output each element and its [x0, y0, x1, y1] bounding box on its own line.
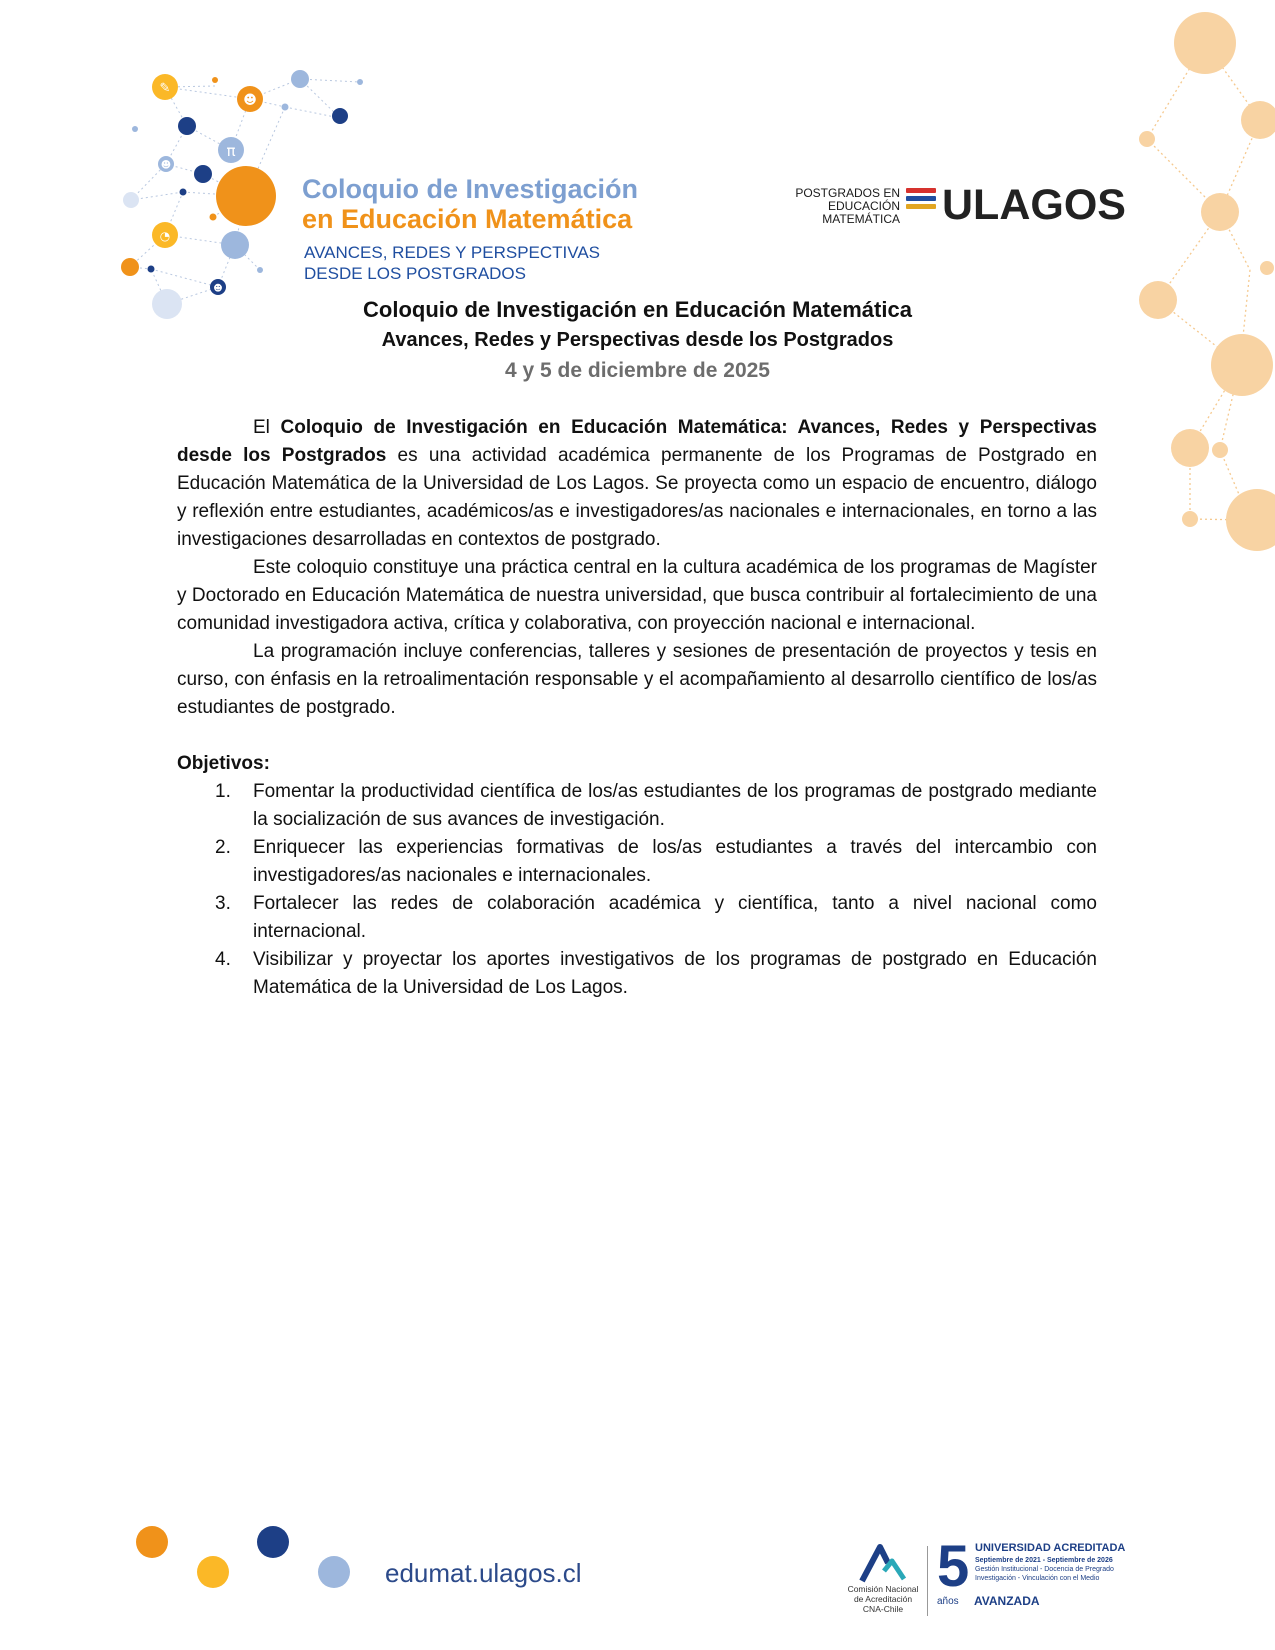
list-item-number: 2. — [215, 837, 231, 858]
list-item-number: 4. — [215, 949, 231, 970]
footer-decorative-dots — [130, 1518, 370, 1588]
list-item — [177, 946, 1097, 1002]
paragraph-lead: El — [253, 417, 281, 438]
list-item — [177, 778, 1097, 834]
list-item-text: Enriquecer las experiencias formativas de los/as estudiantes a través del intercambio con investigadores/as nacionales e internacionales. — [253, 837, 1097, 886]
ulagos-small-line1: POSTGRADOS EN — [795, 186, 900, 200]
list-item — [177, 890, 1097, 946]
footer-url-link[interactable]: edumat.ulagos.cl — [385, 1558, 582, 1588]
accreditation-level: AVANZADA — [974, 1594, 1040, 1608]
cna-line-2: de Acreditación — [853, 1594, 913, 1604]
event-name-bold: Coloquio de Investigación en Educación Matemática: Avances, Redes y Perspectivas desde los Postgrados — [177, 417, 1097, 466]
decorative-dots-right — [1120, 0, 1275, 560]
document-body — [177, 414, 1097, 1002]
page-title: Coloquio de Investigación en Educación Matemática — [363, 297, 912, 322]
paragraph-3: La programación incluye conferencias, talleres y sesiones de presentación de proyectos y tesis en curso, con énfasis en la retroalimentación responsable y el acompañamiento al desarrollo científico de los/as estudiantes de postgrado. — [177, 641, 1097, 718]
logo-subtitle-line2: DESDE LOS POSTGRADOS — [304, 264, 526, 283]
logo-title-line1: Coloquio de Investigación — [302, 174, 639, 204]
page-subtitle: Avances, Redes y Perspectivas desde los Postgrados — [381, 329, 894, 351]
svg-text:π: π — [226, 142, 236, 160]
ulagos-flag-icon — [906, 188, 936, 212]
paragraph-rest: es una actividad académica permanente de los Programas de Postgrado en Educación Matemática de la Universidad de Los Lagos. Se proyecta como un espacio de encuentro, diálogo y reflexión entre estudiantes, académicos/as e investigadores/as nacionales e internacionales, en torno a las investigaciones desarrolladas en contextos de postgrado. — [177, 445, 1097, 550]
cna-line-3: CNA-Chile — [862, 1604, 904, 1614]
accreditation-divider — [927, 1546, 928, 1616]
event-date: 4 y 5 de diciembre de 2025 — [505, 359, 770, 382]
list-item — [177, 834, 1097, 890]
list-item-number: 3. — [215, 893, 231, 914]
list-item-text: Fomentar la productividad científica de los/as estudiantes de los programas de postgrado mediante la socialización de sus avances de investigación. — [253, 781, 1097, 830]
ulagos-small-line2: EDUCACIÓN — [827, 199, 900, 213]
accreditation-areas-2: Investigación - Vinculación con el Medio — [975, 1575, 1100, 1582]
list-item-text: Visibilizar y proyectar los aportes investigativos de los programas de postgrado en Educación Matemática de la Universidad de Los Lagos. — [253, 949, 1097, 998]
ulagos-small-line3: MATEMÁTICA — [822, 212, 900, 226]
svg-text:✎: ✎ — [159, 81, 171, 96]
accreditation-years-label: años — [937, 1596, 959, 1607]
logo-title-line2: en Educación Matemática — [302, 204, 633, 234]
svg-text:☻: ☻ — [243, 93, 257, 108]
ulagos-wordmark: ULAGOS — [942, 181, 1126, 229]
accreditation-areas-1: Gestión Institucional - Docencia de Pregrado — [975, 1566, 1114, 1573]
svg-text:☻: ☻ — [160, 160, 172, 171]
intro-paragraph — [177, 414, 1097, 554]
objectives-list — [177, 778, 1097, 1002]
accreditation-years: 5 — [937, 1534, 970, 1599]
accreditation-heading: UNIVERSIDAD ACREDITADA — [975, 1542, 1126, 1554]
svg-text:☻: ☻ — [213, 284, 223, 294]
list-item-number: 1. — [215, 781, 231, 802]
list-item-text: Fortalecer las redes de colaboración académica y científica, tanto a nivel nacional como internacional. — [253, 893, 1097, 942]
paragraph-2: Este coloquio constituye una práctica central en la cultura académica de los programas de Magíster y Doctorado en Educación Matemática de nuestra universidad, que busca contribuir al fortalecimiento de una comunidad investigadora activa, crítica y colaborativa, con proyección nacional e internacional. — [177, 557, 1097, 634]
svg-text:◔: ◔ — [159, 229, 171, 243]
cna-line-1: Comisión Nacional — [847, 1584, 919, 1594]
accreditation-period: Septiembre de 2021 - Septiembre de 2026 — [975, 1557, 1113, 1564]
logo-subtitle-line1: AVANCES, REDES Y PERSPECTIVAS — [304, 243, 601, 262]
cna-caption — [840, 1584, 926, 1614]
objectives-heading: Objetivos: — [177, 753, 270, 774]
cna-logo-icon — [858, 1543, 908, 1583]
